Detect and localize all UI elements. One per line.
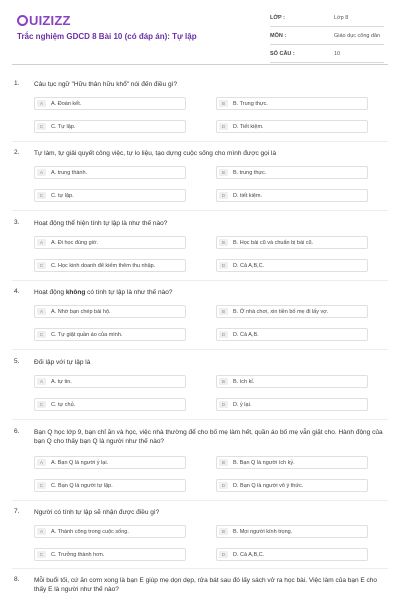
question-separator: [12, 210, 388, 211]
meta-info: [270, 12, 384, 66]
question-text: Bạn Q học lớp 9, bạn chỉ ăn và học, việc nhà thường để cho bố mẹ làm hết, quần áo bố mẹ vẫn giặt cho. Hành động của bạn Q cho thấy bạn Q là người như thế nào?: [34, 429, 383, 445]
question-separator: [12, 141, 388, 142]
option-d[interactable]: D D. Cả A,B,C.: [216, 259, 368, 272]
option-a[interactable]: A A. trung thành.: [34, 166, 186, 179]
question-text: Tự làm, tự giải quyết công việc, tự lo liệu, tạo dựng cuộc sống cho mình được gọi là: [34, 150, 277, 157]
question-separator: [12, 419, 388, 420]
worksheet-header: [0, 0, 400, 64]
question-text: Hoạt động không có tính tự lập là như thế nào?: [34, 289, 173, 296]
question-text: Hoạt động thể hiện tính tự lập là như thế nào?: [34, 220, 168, 227]
option-b[interactable]: B B. ích kỉ.: [216, 375, 368, 388]
option-c[interactable]: C C. tự chủ.: [34, 398, 186, 411]
question-text: Đối lập với tự lập là: [34, 359, 91, 366]
question-separator: [12, 349, 388, 350]
option-c[interactable]: C C. Bạn Q là người tự lập.: [34, 479, 186, 492]
option-d[interactable]: D D. ỷ lại.: [216, 398, 368, 411]
option-a[interactable]: A A. Đoàn kết.: [34, 97, 186, 110]
meta-grade: LỚP : Lớp 8: [270, 12, 384, 27]
question-text: Mỗi buổi tối, cứ ăn cơm xong là bạn E giúp mẹ dọn dẹp, rửa bát sau đó lấy sách vở ra học bài. Việc làm của bạn E cho thấy E là người như thế nào?: [34, 577, 378, 593]
option-d[interactable]: D D. Tiết kiệm.: [216, 120, 368, 133]
question-number: 5.: [14, 358, 20, 365]
question-separator: [12, 280, 388, 281]
option-b[interactable]: B B. Học bài cũ và chuẩn bị bài cũ.: [216, 236, 368, 249]
option-b[interactable]: B B. Trung thực.: [216, 97, 368, 110]
question-text: Câu tục ngữ "Hữu thân hữu khổ" nói đến điều gì?: [34, 81, 178, 88]
option-b[interactable]: B B. Ở nhà chơi, xin tiền bố mẹ đi lấy vợ.: [216, 305, 368, 318]
option-a[interactable]: A A. Đi học đúng giờ.: [34, 236, 186, 249]
option-a[interactable]: A A. tự tin.: [34, 375, 186, 388]
option-d[interactable]: D D. tiết kiệm.: [216, 189, 368, 202]
question-number: 6.: [14, 428, 20, 435]
option-c[interactable]: C C. Học kinh doanh để kiếm thêm thu nhập.: [34, 259, 186, 272]
option-a[interactable]: A A. Thành công trong cuộc sống.: [34, 525, 186, 538]
option-d[interactable]: D D. Bạn Q là người vô ý thức.: [216, 479, 368, 492]
meta-count: SỐ CÂU : 10: [270, 48, 384, 63]
header-divider: [12, 64, 388, 65]
logo-q-icon: [17, 15, 28, 26]
question-number: 8.: [14, 576, 20, 583]
option-c[interactable]: C C. Tự lập.: [34, 120, 186, 133]
question-number: 2.: [14, 149, 20, 156]
question-separator: [12, 500, 388, 501]
document-title: Trắc nghiệm GDCD 8 Bài 10 (có đáp án): Tự lập: [17, 32, 197, 41]
meta-subject: MÔN : Giáo dục công dân: [270, 30, 384, 45]
option-c[interactable]: C C. Trưởng thành hơn.: [34, 548, 186, 561]
question-number: 7.: [14, 508, 20, 515]
question-number: 3.: [14, 219, 20, 226]
option-c[interactable]: C C. tự lập.: [34, 189, 186, 202]
option-d[interactable]: D D. Cả A,B,C.: [216, 548, 368, 561]
emphasis-not: không: [65, 289, 86, 296]
option-b[interactable]: B B. Mọi người kính trọng.: [216, 525, 368, 538]
quizizz-logo: UIZIZZ: [17, 13, 71, 28]
option-a[interactable]: A A. Bạn Q là người ỷ lại.: [34, 456, 186, 469]
option-b[interactable]: B B. Bạn Q là người ích kỷ.: [216, 456, 368, 469]
option-b[interactable]: B B. trung thực.: [216, 166, 368, 179]
question-number: 1.: [14, 80, 20, 87]
question-separator: [12, 568, 388, 569]
question-number: 4.: [14, 288, 20, 295]
option-d[interactable]: D D. Cả A,B.: [216, 328, 368, 341]
option-a[interactable]: A A. Nhờ bạn chép bài hộ.: [34, 305, 186, 318]
question-text: Người có tính tự lập sẽ nhận được điều gì?: [34, 509, 160, 516]
option-c[interactable]: C C. Tự giặt quần áo của mình.: [34, 328, 186, 341]
